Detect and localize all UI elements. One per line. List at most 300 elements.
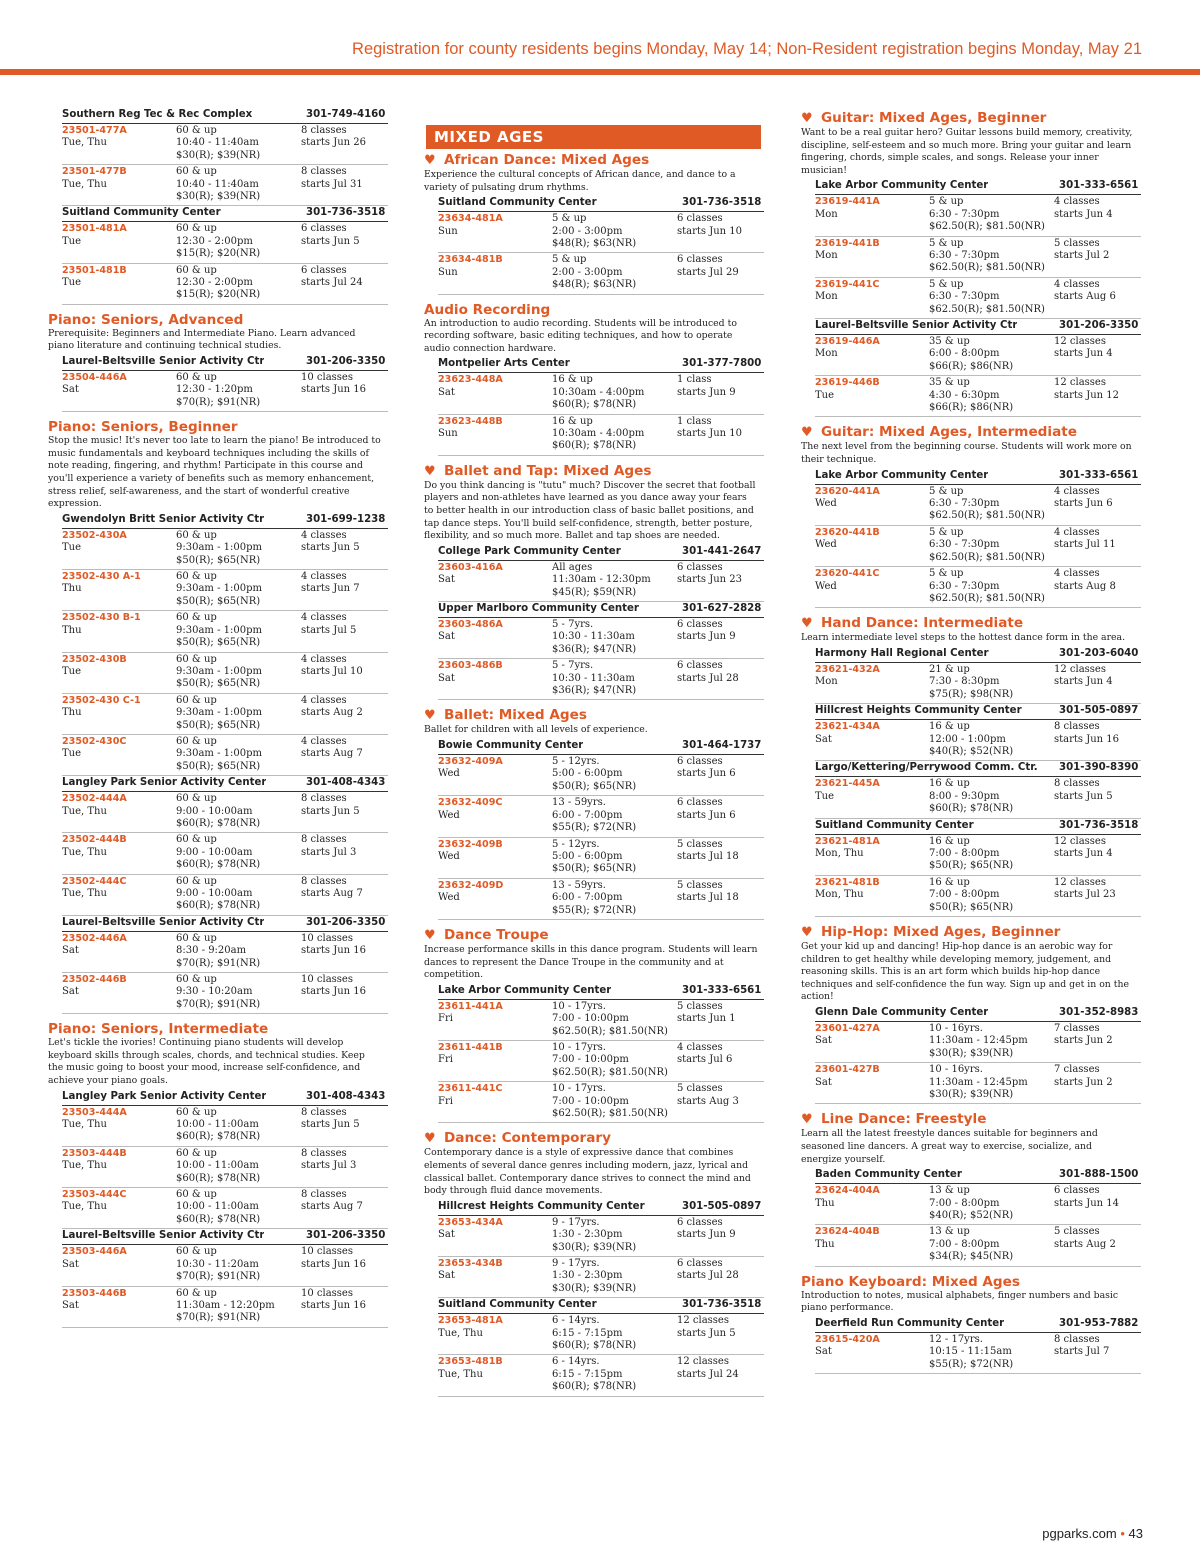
section-schedule-cell bbox=[1054, 196, 1141, 233]
section-code-link[interactable]: 23621-432A bbox=[815, 663, 880, 675]
section-time: 9:00 - 10:00am bbox=[176, 888, 253, 899]
class-section-row bbox=[62, 371, 388, 412]
section-days: Fri bbox=[438, 1095, 453, 1107]
section-fee: $66(R); $86(NR) bbox=[929, 360, 1014, 372]
section-schedule-cell bbox=[1054, 664, 1141, 701]
location-name: Baden Community Center bbox=[815, 1169, 962, 1181]
heart-icon: ♥ bbox=[424, 463, 436, 479]
course-block bbox=[48, 419, 388, 1014]
section-code-link[interactable]: 23632-409D bbox=[438, 879, 504, 891]
section-code-link[interactable]: 23504-446A bbox=[62, 372, 127, 384]
section-days: Sat bbox=[62, 1299, 79, 1311]
section-fee: $66(R); $86(NR) bbox=[929, 402, 1014, 414]
section-time: 6:30 - 7:30pm bbox=[929, 580, 1000, 592]
section-fee: $36(R); $47(NR) bbox=[552, 685, 637, 697]
location-name: Suitland Community Center bbox=[62, 207, 221, 219]
section-fee: $34(R); $45(NR) bbox=[929, 1251, 1014, 1263]
section-start-date: starts Jul 5 bbox=[301, 624, 357, 636]
section-detail-cell bbox=[929, 1064, 1054, 1101]
section-code-day-cell bbox=[62, 223, 176, 260]
section-code-day-cell bbox=[438, 562, 552, 599]
location-phone: 301-505-0897 bbox=[1059, 705, 1139, 717]
class-section-row bbox=[438, 1355, 764, 1396]
section-detail-cell bbox=[176, 933, 301, 970]
location-block bbox=[62, 1090, 388, 1230]
section-code-day-cell bbox=[815, 336, 929, 373]
section-code-link[interactable]: 23503-446A bbox=[62, 1246, 127, 1258]
section-code-link[interactable]: 23653-434B bbox=[438, 1257, 503, 1269]
location-phone: 301-749-4160 bbox=[306, 109, 386, 120]
section-code-day-cell bbox=[815, 664, 929, 701]
section-code-link[interactable]: 23603-416A bbox=[438, 561, 503, 573]
course-title-text: Guitar: Mixed Ages, Beginner bbox=[821, 110, 1047, 126]
section-code-link[interactable]: 23621-445A bbox=[815, 778, 880, 790]
section-ages: 10 - 17yrs. bbox=[552, 1083, 606, 1095]
section-schedule-cell bbox=[1054, 1226, 1141, 1263]
section-code-link[interactable]: 23502-430C bbox=[62, 735, 127, 747]
location-header bbox=[438, 739, 764, 755]
section-class-count: 6 classes bbox=[677, 756, 723, 768]
section-days: Mon bbox=[815, 676, 838, 688]
section-code-day-cell bbox=[62, 530, 176, 567]
section-fee: $60(R); $78(NR) bbox=[552, 1340, 637, 1351]
section-code-day-cell bbox=[438, 660, 552, 697]
section-code-link[interactable]: 23502-430 B-1 bbox=[62, 612, 141, 624]
section-time: 11:30am - 12:30pm bbox=[552, 574, 651, 586]
class-section-row bbox=[62, 1188, 388, 1229]
section-fee: $30(R); $39(NR) bbox=[929, 1047, 1014, 1059]
section-ages: 5 - 7yrs. bbox=[552, 619, 594, 631]
section-code-link[interactable]: 23624-404A bbox=[815, 1185, 880, 1197]
section-days: Sat bbox=[438, 1270, 455, 1282]
section-class-count: 5 classes bbox=[1054, 1226, 1100, 1238]
class-section-row bbox=[62, 1147, 388, 1188]
section-days: Tue, Thu bbox=[62, 1201, 107, 1213]
location-name: Gwendolyn Britt Senior Activity Ctr bbox=[62, 513, 265, 525]
section-code-day-cell bbox=[438, 416, 552, 453]
section-schedule-cell bbox=[1054, 1064, 1141, 1101]
section-ages: 16 & up bbox=[552, 415, 593, 427]
section-time: 7:00 - 8:00pm bbox=[929, 1238, 1000, 1250]
section-ages: 5 & up bbox=[929, 568, 964, 580]
section-class-count: 4 classes bbox=[1054, 568, 1100, 580]
location-name: Glenn Dale Community Center bbox=[815, 1006, 989, 1018]
section-class-count: 6 classes bbox=[677, 660, 723, 672]
section-detail-cell bbox=[176, 1246, 301, 1283]
section-class-count: 4 classes bbox=[1054, 485, 1100, 497]
section-schedule-cell bbox=[1054, 836, 1141, 873]
class-section-row bbox=[62, 264, 388, 305]
class-section-row bbox=[815, 1063, 1141, 1104]
section-code-link[interactable]: 23501-477A bbox=[62, 125, 127, 136]
section-ages: 9 - 17yrs. bbox=[552, 1216, 600, 1228]
section-code-link[interactable]: 23503-444A bbox=[62, 1106, 127, 1118]
section-code-day-cell bbox=[62, 1107, 176, 1144]
section-start-date: starts Jul 3 bbox=[301, 1160, 357, 1172]
section-time: 7:00 - 8:00pm bbox=[929, 889, 1000, 901]
section-code-link[interactable]: 23502-430A bbox=[62, 529, 127, 541]
section-code-link[interactable]: 23621-434A bbox=[815, 721, 880, 733]
section-code-day-cell bbox=[62, 736, 176, 773]
course-description: Ballet for children with all levels of experience. bbox=[424, 724, 648, 736]
section-time: 12:30 - 2:00pm bbox=[176, 277, 253, 289]
section-detail-cell bbox=[929, 238, 1054, 275]
section-days: Sat bbox=[815, 1035, 832, 1047]
section-fee: $60(R); $78(NR) bbox=[929, 803, 1014, 815]
course-title-text: Guitar: Mixed Ages, Intermediate bbox=[821, 424, 1077, 441]
section-time: 6:00 - 7:00pm bbox=[552, 809, 623, 821]
section-code-link[interactable]: 23611-441A bbox=[438, 1000, 503, 1012]
class-section-row bbox=[815, 567, 1141, 608]
location-name: Largo/Kettering/Perrywood Comm. Ctr. bbox=[815, 762, 1038, 774]
section-code-link[interactable]: 23502-444C bbox=[62, 875, 127, 887]
class-section-row bbox=[438, 415, 764, 456]
section-fee: $62.50(R); $81.50(NR) bbox=[552, 1107, 668, 1119]
section-detail-cell bbox=[929, 1226, 1054, 1263]
section-start-date: starts Jul 23 bbox=[1054, 889, 1116, 901]
section-code-link[interactable]: 23653-481A bbox=[438, 1315, 503, 1327]
course-block bbox=[424, 463, 764, 701]
location-phone: 301-352-8983 bbox=[1059, 1006, 1139, 1018]
section-code-link[interactable]: 23502-446A bbox=[62, 932, 127, 944]
location-header bbox=[438, 1200, 764, 1216]
section-code-link[interactable]: 23621-481A bbox=[815, 835, 880, 847]
section-detail-cell bbox=[552, 619, 677, 656]
section-schedule-cell bbox=[677, 619, 764, 656]
section-class-count: 12 classes bbox=[1054, 876, 1106, 888]
section-detail-cell bbox=[552, 1083, 677, 1120]
course-title-text: Hip-Hop: Mixed Ages, Beginner bbox=[821, 924, 1061, 940]
section-code-link[interactable]: 23634-481A bbox=[438, 213, 503, 225]
location-phone: 301-736-3518 bbox=[682, 197, 762, 209]
section-code-link[interactable]: 23502-444A bbox=[62, 793, 127, 805]
section-ages: 13 & up bbox=[929, 1226, 970, 1238]
class-section-row bbox=[62, 735, 388, 776]
section-code-day-cell bbox=[438, 254, 552, 291]
section-code-link[interactable]: 23619-441A bbox=[815, 196, 880, 208]
section-start-date: starts Jun 5 bbox=[301, 235, 360, 247]
section-code-link[interactable]: 23502-430 A-1 bbox=[62, 571, 141, 583]
section-schedule-cell bbox=[301, 372, 388, 409]
section-header-mixed-ages: MIXED AGES bbox=[426, 125, 761, 149]
section-code-link[interactable]: 23611-441C bbox=[438, 1083, 503, 1095]
section-code-day-cell bbox=[62, 265, 176, 302]
class-section-row bbox=[815, 278, 1141, 319]
section-time: 1:30 - 2:30pm bbox=[552, 1229, 623, 1241]
section-fee: $15(R); $20(NR) bbox=[176, 289, 261, 301]
class-section-row bbox=[438, 253, 764, 294]
section-detail-cell bbox=[552, 562, 677, 599]
section-days: Tue, Thu bbox=[62, 1119, 107, 1131]
section-schedule-cell bbox=[1054, 336, 1141, 373]
section-detail-cell bbox=[552, 797, 677, 834]
section-time: 6:00 - 7:00pm bbox=[552, 892, 623, 904]
section-time: 11:30am - 12:45pm bbox=[929, 1076, 1028, 1088]
section-detail-cell bbox=[176, 530, 301, 567]
class-section-row bbox=[438, 755, 764, 796]
section-code-link[interactable]: 23632-409A bbox=[438, 756, 503, 768]
section-code-day-cell bbox=[62, 933, 176, 970]
location-phone: 301-464-1737 bbox=[682, 740, 762, 752]
section-code-link[interactable]: 23619-446A bbox=[815, 336, 880, 348]
section-days: Mon bbox=[815, 291, 838, 303]
section-code-link[interactable]: 23503-444C bbox=[62, 1189, 127, 1201]
course-block bbox=[801, 424, 1141, 608]
section-detail-cell bbox=[929, 877, 1054, 914]
section-class-count: 12 classes bbox=[1054, 835, 1106, 847]
section-code-day-cell bbox=[815, 196, 929, 233]
section-code-link[interactable]: 23502-444B bbox=[62, 834, 127, 846]
section-code-link[interactable]: 23503-444B bbox=[62, 1147, 127, 1159]
section-days: Wed bbox=[815, 539, 837, 551]
section-fee: $50(R); $65(NR) bbox=[176, 678, 261, 690]
section-start-date: starts Jun 6 bbox=[677, 809, 736, 821]
location-header bbox=[62, 1090, 388, 1106]
section-start-date: starts Aug 3 bbox=[677, 1095, 739, 1107]
course-description: Prerequisite: Beginners and Intermediate Piano. Learn advanced piano literature and continuing technical studies. bbox=[48, 327, 356, 352]
section-code-link[interactable]: 23619-446B bbox=[815, 377, 880, 389]
section-code-day-cell bbox=[438, 1001, 552, 1038]
section-code-link[interactable]: 23615-420A bbox=[815, 1333, 880, 1345]
section-ages: 60 & up bbox=[176, 1147, 217, 1159]
section-code-link[interactable]: 23623-448A bbox=[438, 374, 503, 386]
class-section-row bbox=[62, 1245, 388, 1286]
top-divider bbox=[0, 69, 1200, 75]
section-code-day-cell bbox=[62, 1148, 176, 1185]
section-schedule-cell bbox=[1054, 486, 1141, 523]
section-schedule-cell bbox=[677, 1083, 764, 1120]
heart-icon: ♥ bbox=[801, 425, 813, 441]
section-code-day-cell bbox=[62, 612, 176, 649]
section-class-count: 12 classes bbox=[677, 1315, 729, 1327]
section-code-link[interactable]: 23634-481B bbox=[438, 254, 503, 266]
section-ages: 35 & up bbox=[929, 377, 970, 389]
section-code-link[interactable]: 23502-446B bbox=[62, 974, 127, 986]
course-block bbox=[801, 1111, 1141, 1266]
section-code-link[interactable]: 23653-481B bbox=[438, 1356, 503, 1368]
section-code-link[interactable]: 23623-448B bbox=[438, 415, 503, 427]
section-days: Tue bbox=[62, 542, 82, 554]
class-section-row bbox=[815, 876, 1141, 917]
location-header bbox=[438, 357, 764, 373]
section-code-link[interactable]: 23501-481A bbox=[62, 223, 127, 235]
section-ages: 13 & up bbox=[929, 1185, 970, 1197]
section-code-day-cell bbox=[62, 974, 176, 1011]
section-schedule-cell bbox=[301, 933, 388, 970]
section-code-day-cell bbox=[62, 571, 176, 608]
section-code-link[interactable]: 23653-434A bbox=[438, 1216, 503, 1228]
section-time: 10:00 - 11:00am bbox=[176, 1160, 259, 1172]
location-block bbox=[438, 1200, 764, 1298]
section-code-link[interactable]: 23632-409C bbox=[438, 797, 503, 809]
section-code-link[interactable]: 23620-441C bbox=[815, 568, 880, 580]
section-time: 9:00 - 10:00am bbox=[176, 846, 253, 858]
section-start-date: starts Aug 6 bbox=[1054, 291, 1116, 303]
section-days: Mon bbox=[815, 348, 838, 360]
section-code-link[interactable]: 23502-430 C-1 bbox=[62, 694, 141, 706]
section-class-count: 5 classes bbox=[677, 1083, 723, 1095]
section-fee: $60(R); $78(NR) bbox=[552, 440, 637, 452]
class-section-row bbox=[438, 796, 764, 837]
registration-banner-text: Registration for county residents begins Monday, May 14; Non-Resident registration begins Monday, May 21 bbox=[352, 40, 1142, 58]
class-section-row bbox=[62, 222, 388, 263]
section-code-link[interactable]: 23632-409B bbox=[438, 838, 503, 850]
section-start-date: starts Jun 9 bbox=[677, 631, 736, 643]
section-days: Wed bbox=[438, 850, 460, 862]
section-days: Sat bbox=[62, 945, 79, 957]
section-days: Sat bbox=[62, 1258, 79, 1270]
heart-icon: ♥ bbox=[801, 1112, 813, 1128]
section-schedule-cell bbox=[677, 213, 764, 250]
section-class-count: 8 classes bbox=[301, 793, 347, 805]
location-phone: 301-441-2647 bbox=[682, 545, 762, 557]
course-description: Get your kid up and dancing! Hip-hop dance is an aerobic way for children to get healthy while developing memory, judgement, and reasoning skills. This is an art form which builds hip-hop dance techniques and self-confidence the fun way. Sign up and get in on the action! bbox=[801, 941, 1129, 1003]
section-detail-cell bbox=[552, 1258, 677, 1295]
course-block bbox=[48, 1021, 388, 1327]
section-class-count: 6 classes bbox=[677, 561, 723, 573]
course-block bbox=[801, 615, 1141, 917]
section-code-link[interactable]: 23603-486B bbox=[438, 660, 503, 672]
section-code-link[interactable]: 23611-441B bbox=[438, 1041, 503, 1053]
section-time: 7:00 - 10:00pm bbox=[552, 1013, 629, 1025]
section-start-date: starts Jul 29 bbox=[677, 266, 739, 278]
section-schedule-cell bbox=[1054, 1185, 1141, 1222]
section-code-day-cell bbox=[438, 619, 552, 656]
section-time: 4:30 - 6:30pm bbox=[929, 389, 1000, 401]
section-code-link[interactable]: 23503-446B bbox=[62, 1287, 127, 1299]
location-phone: 301-736-3518 bbox=[1059, 819, 1139, 831]
section-start-date: starts Jun 16 bbox=[301, 1258, 367, 1270]
location-block bbox=[815, 1006, 1141, 1104]
section-code-link[interactable]: 23603-486A bbox=[438, 619, 503, 631]
section-detail-cell bbox=[176, 876, 301, 913]
location-phone: 301-206-3350 bbox=[1059, 320, 1139, 332]
section-fee: $50(R); $65(NR) bbox=[176, 595, 261, 607]
section-schedule-cell bbox=[677, 1258, 764, 1295]
class-section-row bbox=[815, 835, 1141, 876]
section-days: Wed bbox=[438, 892, 460, 904]
section-code-link[interactable]: 23601-427A bbox=[815, 1022, 880, 1034]
section-code-link[interactable]: 23619-441B bbox=[815, 237, 880, 249]
course-title bbox=[424, 1130, 764, 1147]
location-block bbox=[62, 776, 388, 916]
section-class-count: 6 classes bbox=[301, 264, 347, 276]
section-ages: 60 & up bbox=[176, 735, 217, 747]
section-code-day-cell bbox=[815, 877, 929, 914]
section-days: Tue bbox=[62, 665, 82, 677]
section-ages: 5 & up bbox=[929, 526, 964, 538]
section-days: Sat bbox=[438, 574, 455, 586]
section-time: 10:30am - 4:00pm bbox=[552, 428, 645, 440]
course-description: The next level from the beginning course. Students will work more on their technique. bbox=[801, 441, 1132, 466]
course-title bbox=[424, 463, 764, 480]
section-start-date: starts Jul 28 bbox=[677, 1270, 739, 1282]
section-start-date: starts Jun 4 bbox=[1054, 847, 1113, 859]
section-time: 10:00 - 11:00am bbox=[176, 1119, 259, 1131]
class-section-row bbox=[62, 694, 388, 735]
section-class-count: 6 classes bbox=[677, 797, 723, 809]
location-header bbox=[815, 819, 1141, 835]
section-code-link[interactable]: 23501-477B bbox=[62, 166, 127, 178]
section-detail-cell bbox=[552, 660, 677, 697]
section-start-date: starts Jun 6 bbox=[677, 768, 736, 780]
section-time: 10:30 - 11:30am bbox=[552, 672, 635, 684]
section-time: 6:30 - 7:30pm bbox=[929, 291, 1000, 303]
section-fee: $60(R); $78(NR) bbox=[176, 1213, 261, 1225]
section-code-link[interactable]: 23621-481B bbox=[815, 876, 880, 888]
section-start-date: starts Jun 14 bbox=[1054, 1197, 1120, 1209]
location-name: Montpelier Arts Center bbox=[438, 358, 570, 370]
section-fee: $48(R); $63(NR) bbox=[552, 238, 637, 249]
course-block bbox=[801, 1274, 1141, 1374]
location-block bbox=[815, 319, 1141, 417]
class-section-row bbox=[438, 1257, 764, 1298]
course-title-text: Piano: Seniors, Advanced bbox=[48, 311, 244, 328]
class-section-row bbox=[815, 1022, 1141, 1063]
section-time: 9:30am - 1:00pm bbox=[176, 624, 262, 636]
section-days: Tue bbox=[62, 277, 82, 289]
section-class-count: 10 classes bbox=[301, 1246, 353, 1258]
section-code-link[interactable]: 23620-441B bbox=[815, 526, 880, 538]
section-detail-cell bbox=[176, 834, 301, 871]
course-description: An introduction to audio recording. Students will be introduced to recording software, basic editing techniques, and how to operate audio connection hardware. bbox=[424, 317, 737, 354]
section-code-day-cell bbox=[815, 836, 929, 873]
section-schedule-cell bbox=[677, 416, 764, 453]
section-schedule-cell bbox=[677, 839, 764, 876]
section-schedule-cell bbox=[677, 1356, 764, 1393]
location-name: Laurel-Beltsville Senior Activity Ctr bbox=[62, 356, 265, 368]
course-description: Do you think dancing is "tutu" much? Discover the secret that football players and non-athletes have learned as you dance away your fears to better health in our introduction class of basic ballet positions, and tap dance steps. You'll build self-confidence, strength, better posture, flexibility, and so much more. Ballet and tap shoes are needed. bbox=[424, 479, 756, 542]
course-title bbox=[801, 1111, 1141, 1128]
section-start-date: starts Jun 16 bbox=[301, 945, 367, 957]
section-code-link[interactable]: 23619-441C bbox=[815, 278, 880, 290]
section-code-link[interactable]: 23501-481B bbox=[62, 264, 127, 276]
class-section-row bbox=[438, 373, 764, 414]
heart-icon: ♥ bbox=[424, 1131, 436, 1147]
course-description: Introduction to notes, musical alphabets, finger numbers and basic piano performance. bbox=[801, 1289, 1119, 1314]
course-title bbox=[801, 615, 1141, 632]
class-section-row bbox=[815, 1225, 1141, 1266]
section-code-day-cell bbox=[438, 1356, 552, 1393]
section-class-count: 4 classes bbox=[1054, 278, 1100, 290]
course-block bbox=[48, 312, 388, 412]
location-block bbox=[815, 761, 1141, 818]
section-code-link[interactable]: 23624-404B bbox=[815, 1226, 880, 1238]
section-code-day-cell bbox=[815, 377, 929, 414]
section-schedule-cell bbox=[301, 1288, 388, 1325]
section-schedule-cell bbox=[301, 1148, 388, 1185]
section-code-link[interactable]: 23620-441A bbox=[815, 485, 880, 497]
section-start-date: starts Jun 2 bbox=[1054, 1076, 1113, 1088]
location-header bbox=[815, 1317, 1141, 1333]
section-detail-cell bbox=[176, 372, 301, 409]
class-section-row bbox=[815, 485, 1141, 526]
section-ages: 5 - 7yrs. bbox=[552, 660, 594, 672]
class-section-row bbox=[815, 376, 1141, 417]
section-days: Wed bbox=[815, 580, 837, 592]
location-header bbox=[438, 984, 764, 1000]
section-code-link[interactable]: 23502-430B bbox=[62, 653, 127, 665]
section-days: Tue, Thu bbox=[438, 1327, 483, 1339]
section-fee: $60(R); $78(NR) bbox=[552, 1381, 637, 1393]
course-block bbox=[801, 110, 1141, 417]
location-header bbox=[438, 196, 764, 212]
section-code-link[interactable]: 23601-427B bbox=[815, 1064, 880, 1076]
section-class-count: 10 classes bbox=[301, 932, 353, 944]
section-time: 9:30 - 10:20am bbox=[176, 986, 253, 998]
course-block bbox=[424, 927, 764, 1123]
section-class-count: 4 classes bbox=[1054, 196, 1100, 208]
